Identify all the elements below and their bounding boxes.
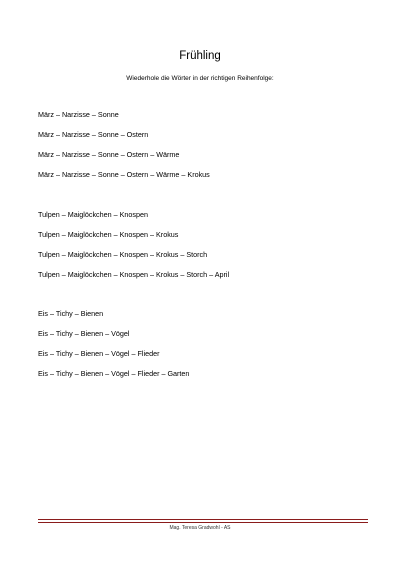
- sequence-line: März – Narzisse – Sonne – Ostern – Wärme: [38, 150, 180, 159]
- sequence-line: März – Narzisse – Sonne: [38, 110, 119, 119]
- sequence-line: Eis – Tichy – Bienen – Vögel – Flieder: [38, 349, 160, 358]
- sequence-line: Tulpen – Maiglöckchen – Knospen – Krokus – Storch – April: [38, 270, 230, 279]
- sequence-line: Eis – Tichy – Bienen: [38, 309, 104, 318]
- footer-text: Mag. Teresa Gradwohl - AS: [169, 525, 231, 531]
- sequence-line: März – Narzisse – Sonne – Ostern: [38, 130, 149, 139]
- footer-divider-thin: [38, 522, 368, 523]
- footer-divider: [38, 519, 368, 520]
- sequence-line: Tulpen – Maiglöckchen – Knospen – Krokus: [38, 230, 179, 239]
- sequence-line: Tulpen – Maiglöckchen – Knospen: [38, 210, 149, 219]
- sequence-line: März – Narzisse – Sonne – Ostern – Wärme – Krokus: [38, 170, 210, 179]
- instruction-text: Wiederhole die Wörter in der richtigen Reihenfolge:: [126, 75, 274, 82]
- page-title: Frühling: [179, 50, 221, 62]
- sequence-line: Eis – Tichy – Bienen – Vögel: [38, 329, 130, 338]
- sequence-line: Tulpen – Maiglöckchen – Knospen – Krokus – Storch: [38, 250, 208, 259]
- sequence-line: Eis – Tichy – Bienen – Vögel – Flieder – Garten: [38, 369, 190, 378]
